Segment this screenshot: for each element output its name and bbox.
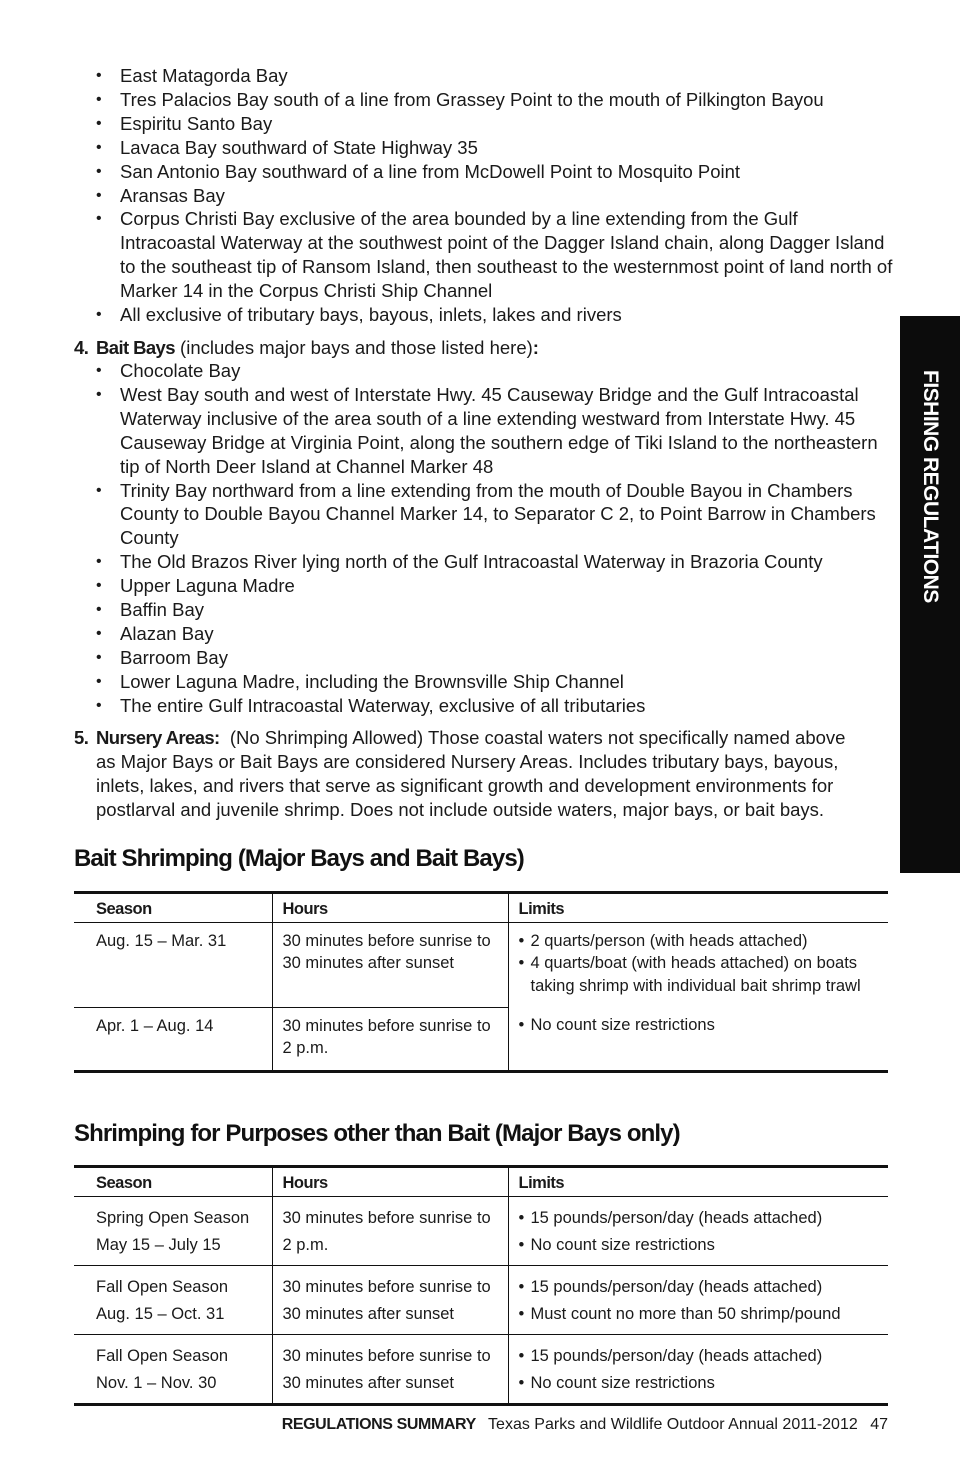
list-item: • San Antonio Bay southward of a line from McDowell Point to Mosquito Point xyxy=(96,160,896,184)
column-header: Season xyxy=(74,893,272,923)
list-item: • Upper Laguna Madre xyxy=(96,574,896,598)
season-cell xyxy=(74,1334,272,1404)
side-tab-label: FISHING REGULATIONS xyxy=(919,370,942,603)
section-colon: : xyxy=(532,337,539,358)
limits-cell xyxy=(508,1007,888,1071)
bait-shrimping-table xyxy=(74,891,888,1073)
list-item: • Lavaca Bay southward of State Highway 35 xyxy=(96,136,896,160)
list-item: • Aransas Bay xyxy=(96,184,896,208)
table-row xyxy=(74,1007,888,1071)
list-item: • The entire Gulf Intracoastal Waterway, exclusive of all tributaries xyxy=(96,694,896,718)
column-header: Hours xyxy=(272,1167,508,1197)
table-row xyxy=(74,1334,888,1404)
table-row xyxy=(74,922,888,1007)
table-header-row xyxy=(74,1167,888,1197)
section-title: Bait Bays xyxy=(96,337,175,358)
section-title: Nursery Areas: xyxy=(96,727,220,748)
season-cell xyxy=(74,1196,272,1265)
list-item: • Baffin Bay xyxy=(96,598,896,622)
list-item: • Lower Laguna Madre, including the Brownsville Ship Channel xyxy=(96,670,896,694)
paragraph-line: postlarval and juvenile shrimp. Does not include outside waters, major bays, or bait bays. xyxy=(96,798,825,820)
hours-cell: 30 minutes before sunrise to 2 p.m. xyxy=(272,1196,508,1265)
footer-section: REGULATIONS SUMMARY xyxy=(281,1416,476,1433)
column-header: Hours xyxy=(272,893,508,923)
limits-cell xyxy=(508,922,888,1007)
table-header-row xyxy=(74,893,888,923)
limit-item: • No count size restrictions xyxy=(519,1370,885,1397)
limits-cell xyxy=(508,1196,888,1265)
limit-item: • 15 pounds/person/day (heads attached) xyxy=(519,1343,885,1370)
limit-item: • Must count no more than 50 shrimp/pound xyxy=(519,1301,885,1328)
bait-shrimping-heading: Bait Shrimping (Major Bays and Bait Bays) xyxy=(74,845,524,872)
table-row xyxy=(74,1265,888,1334)
hours-cell: 30 minutes before sunrise to 30 minutes after sunset xyxy=(272,922,508,1007)
column-header: Season xyxy=(74,1167,272,1197)
list-item: • The Old Brazos River lying north of the Gulf Intracoastal Waterway in Brazoria County xyxy=(96,550,896,574)
list-item: • Barroom Bay xyxy=(96,646,896,670)
paragraph-line: as Major Bays or Bait Bays are considered Nursery Areas. Includes tributary bays, bayous, xyxy=(96,750,839,772)
section-number: 4. xyxy=(74,337,89,358)
limit-item: • 4 quarts/boat (with heads attached) on boats taking shrimp with individual bait shrimp trawl xyxy=(519,952,885,997)
season-dates: May 15 – July 15 xyxy=(96,1235,221,1254)
paragraph-line: (No Shrimping Allowed) Those coastal waters not specifically named above xyxy=(219,727,846,748)
season-dates: Aug. 15 – Oct. 31 xyxy=(96,1304,225,1323)
list-item: • Chocolate Bay xyxy=(96,359,896,383)
limit-item: • 2 quarts/person (with heads attached) xyxy=(519,930,885,953)
section-subtitle: (includes major bays and those listed here) xyxy=(174,337,533,358)
limits-cell xyxy=(508,1334,888,1404)
table-row xyxy=(74,1196,888,1265)
season-cell: Apr. 1 – Aug. 14 xyxy=(74,1007,272,1071)
season-cell: Aug. 15 – Mar. 31 xyxy=(74,922,272,1007)
limit-item: • 15 pounds/person/day (heads attached) xyxy=(519,1274,885,1301)
season-name: Fall Open Season xyxy=(96,1277,229,1296)
season-name: Fall Open Season xyxy=(96,1346,229,1365)
hours-cell: 30 minutes before sunrise to 2 p.m. xyxy=(272,1007,508,1071)
limit-item: • 15 pounds/person/day (heads attached) xyxy=(519,1205,885,1232)
section-5-paragraph xyxy=(74,726,904,822)
list-item: • Espiritu Santo Bay xyxy=(96,112,896,136)
other-shrimping-heading: Shrimping for Purposes other than Bait (Major Bays only) xyxy=(74,1120,680,1147)
season-cell xyxy=(74,1265,272,1334)
page-footer xyxy=(282,1416,888,1434)
bait-bays-list xyxy=(96,359,896,718)
limits-cell xyxy=(508,1265,888,1334)
other-shrimping-table xyxy=(74,1165,888,1406)
footer-publication: Texas Parks and Wildlife Outdoor Annual 2011-2012 xyxy=(488,1416,858,1433)
list-item: • Alazan Bay xyxy=(96,622,896,646)
major-bays-list xyxy=(96,64,896,327)
season-dates: Nov. 1 – Nov. 30 xyxy=(96,1373,217,1392)
list-item: • All exclusive of tributary bays, bayous, inlets, lakes and rivers xyxy=(96,303,896,327)
column-header: Limits xyxy=(508,1167,888,1197)
limit-item: • No count size restrictions xyxy=(519,1014,885,1037)
list-item: • Corpus Christi Bay exclusive of the area bounded by a line extending from the Gulf Intracoastal Waterway at the southwest point of the Dagger Island chain, along Dagger Island to the southeast tip of Ransom Island, then southeast to the westernmost point of land north of Marker 14 in the Corpus Christi Ship Channel xyxy=(96,207,896,303)
list-item: • West Bay south and west of Interstate Hwy. 45 Causeway Bridge and the Gulf Intracoastal Waterway inclusive of the area south of a line extending westward from Interstate Hwy. 45 Causeway Bridge at Virginia Point, along the southern edge of Tiki Island to the northeastern tip of North Deer Island at Channel Marker 48 xyxy=(96,383,896,479)
section-number: 5. xyxy=(74,727,89,748)
section-4-heading xyxy=(74,336,538,360)
list-item: • Trinity Bay northward from a line extending from the mouth of Double Bayou in Chambers County to Double Bayou Channel Marker 14, to Separator C 2, to Point Barrow in Chambers County xyxy=(96,479,896,551)
list-item: • Tres Palacios Bay south of a line from Grassey Point to the mouth of Pilkington Bayou xyxy=(96,88,896,112)
paragraph-line: inlets, lakes, and rivers that serve as significant growth and development environments for xyxy=(96,774,834,796)
list-item: • East Matagorda Bay xyxy=(96,64,896,88)
limit-item: • No count size restrictions xyxy=(519,1232,885,1259)
section-side-tab xyxy=(900,316,960,873)
hours-cell: 30 minutes before sunrise to 30 minutes after sunset xyxy=(272,1265,508,1334)
hours-cell: 30 minutes before sunrise to 30 minutes after sunset xyxy=(272,1334,508,1404)
page-number: 47 xyxy=(870,1416,888,1433)
column-header: Limits xyxy=(508,893,888,923)
season-name: Spring Open Season xyxy=(96,1208,250,1227)
